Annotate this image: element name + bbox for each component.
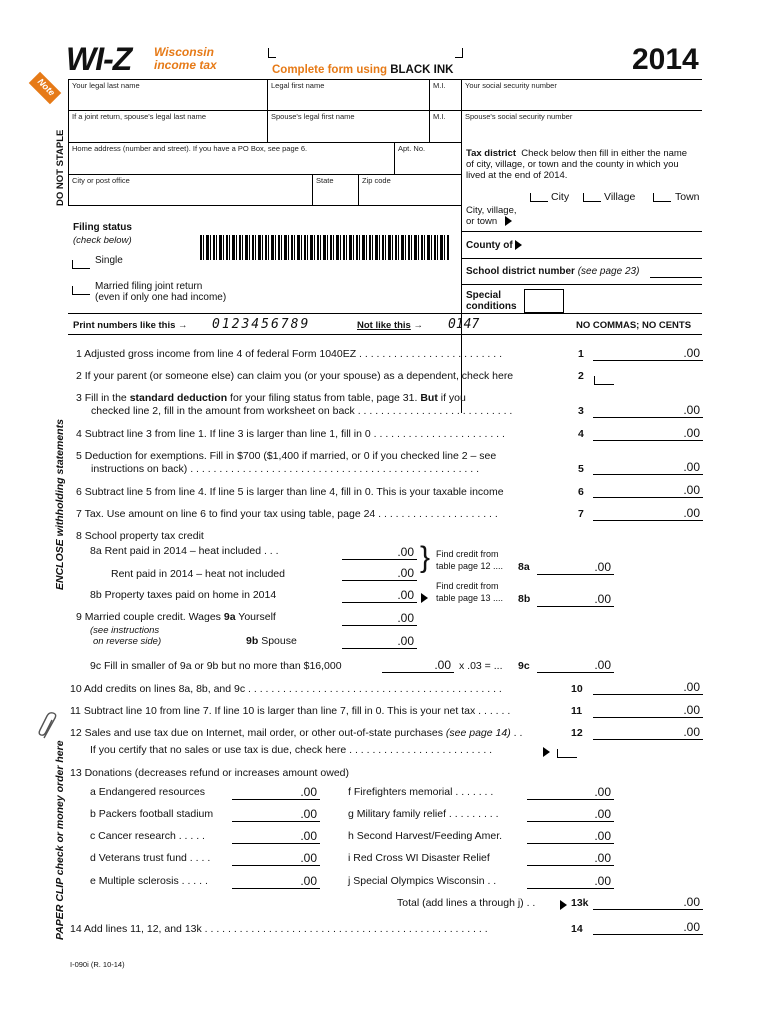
line-3-num: 3 <box>578 405 584 417</box>
tax-year: 2014 <box>632 43 699 76</box>
special-conditions-box[interactable] <box>524 289 564 313</box>
triangle-icon <box>560 900 567 910</box>
line-9-inst1: (see instructions <box>90 625 160 636</box>
brace-icon: } <box>420 541 431 574</box>
line-1-num: 1 <box>578 348 584 360</box>
line-1-amount[interactable]: .00 <box>593 346 703 361</box>
line-13k-amount[interactable]: .00 <box>593 895 703 910</box>
donation-j-label: j Special Olympics Wisconsin . . <box>348 875 497 887</box>
line-5-amount[interactable]: .00 <box>593 460 703 475</box>
line-10-num: 10 <box>571 683 583 695</box>
agency-line2: income tax <box>154 58 217 72</box>
tax-district-text2: of city, village, or town and the county in which you <box>466 159 679 170</box>
arrow-right-icon <box>515 240 522 250</box>
donation-b-amount[interactable]: .00 <box>232 807 320 822</box>
village-label: Village <box>604 191 636 203</box>
single-checkbox[interactable] <box>72 260 90 269</box>
ink-instruction: Complete form using BLACK INK <box>272 64 454 76</box>
donation-c-amount[interactable]: .00 <box>232 829 320 844</box>
line-8a-find2: table page 12 .... <box>436 561 504 571</box>
line-7-label: 7 Tax. Use amount on line 6 to find your tax using table, page 24 . . . . . . . . . . . . . . . . . . . . . <box>76 508 498 520</box>
spouse-mi-field[interactable]: M.I. <box>433 112 446 121</box>
paper-clip-icon <box>38 712 60 742</box>
triangle-icon <box>421 593 428 603</box>
form-code: I-090i (R. 10-14) <box>70 960 125 969</box>
donation-i-amount[interactable]: .00 <box>527 851 614 866</box>
donation-d-label: d Veterans trust fund . . . . <box>90 852 211 864</box>
married-label1: Married filing joint return <box>95 281 203 292</box>
line-2-checkbox[interactable] <box>594 376 614 385</box>
line-8b-credit-amount[interactable]: .00 <box>537 592 614 607</box>
line-9b-amount[interactable]: .00 <box>342 634 417 649</box>
filing-status-title: Filing status <box>73 222 132 233</box>
married-checkbox[interactable] <box>72 286 90 295</box>
line-7-num: 7 <box>578 508 584 520</box>
line-11-label: 11 Subtract line 10 from line 7. If line 10 is larger than line 7, fill in 0. This is your net tax . . . . . . <box>70 705 511 717</box>
state-field[interactable]: State <box>316 176 334 185</box>
line-3-label-a: 3 Fill in the standard deduction for your filing status from table, page 31. But if you <box>76 392 466 404</box>
note-tab-label: Note <box>35 76 57 98</box>
school-district-label: School district number (see page 23) <box>466 266 640 277</box>
line-11-num: 11 <box>571 705 583 717</box>
town-label: Town <box>675 191 700 203</box>
city-checkbox[interactable] <box>530 193 548 202</box>
line-4-label: 4 Subtract line 3 from line 1. If line 3 is larger than line 1, fill in 0 . . . . . . . . . . . . . . . . . . . . . . . <box>76 428 505 440</box>
first-name-field[interactable]: Legal first name <box>271 81 325 90</box>
line-14-amount[interactable]: .00 <box>593 920 703 935</box>
village-checkbox[interactable] <box>583 193 601 202</box>
line-6-num: 6 <box>578 486 584 498</box>
line-12-num: 12 <box>571 727 583 739</box>
cvt-label2: or town <box>466 216 512 227</box>
line-9a-amount[interactable]: .00 <box>342 611 417 626</box>
donation-f-amount[interactable]: .00 <box>527 785 614 800</box>
spouse-ssn-field[interactable]: Spouse's social security number <box>465 112 573 121</box>
county-divider <box>461 258 702 259</box>
line-9c-multiplier: x .03 = ... <box>459 660 503 672</box>
apt-field[interactable]: Apt. No. <box>398 144 426 153</box>
print-sample: 0123456789 <box>212 317 311 332</box>
home-address-field[interactable]: Home address (number and street). If you have a PO Box, see page 6. <box>72 144 308 153</box>
agency-line1: Wisconsin <box>154 45 214 59</box>
line-9c-label: 9c Fill in smaller of 9a or 9b but no more than $16,000 <box>90 660 342 672</box>
donation-c-label: c Cancer research . . . . . <box>90 830 205 842</box>
line-9c-base-amount[interactable]: .00 <box>382 658 454 673</box>
single-label: Single <box>95 255 123 266</box>
corner-mark-left <box>268 48 276 58</box>
line-8a-find1: Find credit from <box>436 549 499 559</box>
enclose-statements: ENCLOSE withholding statements <box>54 419 66 590</box>
line-9c-num: 9c <box>518 660 530 672</box>
ssn-field[interactable]: Your social security number <box>465 81 557 90</box>
line-11-amount[interactable]: .00 <box>593 703 703 718</box>
tax-district-text3: lived at the end of 2014. <box>466 170 568 181</box>
spouse-first-name-field[interactable]: Spouse's legal first name <box>271 112 355 121</box>
corner-mark-right <box>455 48 463 58</box>
not-like-label: Not like this → <box>357 320 423 331</box>
line-8a-credit-amount[interactable]: .00 <box>537 560 614 575</box>
line-3-label-b: checked line 2, fill in the amount from worksheet on back . . . . . . . . . . . . . . . . . . . . . . . . . . . <box>91 405 513 417</box>
line-8a2-label: Rent paid in 2014 – heat not included <box>111 568 285 580</box>
county-label: County of <box>466 240 522 252</box>
line-13k-num: 13k <box>571 897 589 909</box>
married-label2: (even if only one had income) <box>95 292 227 303</box>
line-10-label: 10 Add credits on lines 8a, 8b, and 9c . . . . . . . . . . . . . . . . . . . . . . . . . . . . . . . . . . . . . . . . . . . . <box>70 683 502 695</box>
city-field[interactable]: City or post office <box>72 176 130 185</box>
line-5-label-b: instructions on back) . . . . . . . . . . . . . . . . . . . . . . . . . . . . . . . . . . . . . . . . . . . . . . . . . . <box>91 463 480 475</box>
special-label2: conditions <box>466 301 517 312</box>
donation-j-amount[interactable]: .00 <box>527 874 614 889</box>
paper-clip-note: PAPER CLIP check or money order here <box>54 740 66 940</box>
line-9-label: 9 Married couple credit. Wages 9a Yourself <box>76 611 276 623</box>
line-8-label: 8 School property tax credit <box>76 530 204 542</box>
line-12b-label: If you certify that no sales or use tax is due, check here . . . . . . . . . . . . . . . . . . . . . . . . . <box>90 744 493 756</box>
donation-e-amount[interactable]: .00 <box>232 874 320 889</box>
line-9-inst2: on reverse side) <box>93 636 162 647</box>
line-10-amount[interactable]: .00 <box>593 680 703 695</box>
do-not-staple: DO NOT STAPLE <box>55 129 66 206</box>
donation-b-label: b Packers football stadium <box>90 808 214 820</box>
line-9c-amount[interactable]: .00 <box>537 658 614 673</box>
line-8a-num: 8a <box>518 561 530 573</box>
school-divider <box>461 284 702 285</box>
line-14-num: 14 <box>571 923 583 935</box>
donation-d-amount[interactable]: .00 <box>232 851 320 866</box>
line-13-label: 13 Donations (decreases refund or increases amount owed) <box>70 767 349 779</box>
line-8b-find1: Find credit from <box>436 581 499 591</box>
grid-row5 <box>68 205 461 206</box>
cvt-input[interactable] <box>510 207 702 229</box>
line-5-num: 5 <box>578 463 584 475</box>
line-3-amount[interactable]: .00 <box>593 403 703 418</box>
line-6-amount[interactable]: .00 <box>593 483 703 498</box>
arrow-right-icon <box>560 896 567 914</box>
line-12-no-tax-checkbox[interactable] <box>557 749 577 758</box>
donation-a-amount[interactable]: .00 <box>232 785 320 800</box>
last-name-field[interactable]: Your legal last name <box>72 81 140 90</box>
line-6-label: 6 Subtract line 5 from line 4. If line 5 is larger than line 4, fill in 0. This is your taxable income <box>76 486 504 498</box>
zip-field[interactable]: Zip code <box>362 176 391 185</box>
print-row-top <box>68 313 702 314</box>
town-checkbox[interactable] <box>653 193 671 202</box>
line-2-num: 2 <box>578 370 584 382</box>
cvt-divider <box>461 231 702 232</box>
special-label1: Special <box>466 290 502 301</box>
cvt-label1: City, village, <box>466 205 517 216</box>
line-12-amount[interactable]: .00 <box>593 725 703 740</box>
county-input[interactable] <box>535 234 702 256</box>
line-12-label: 12 Sales and use tax due on Internet, mail order, or other out-of-state purchases (see page 14) . . <box>70 727 523 739</box>
tax-district-text: Tax district Check below then fill in either the name <box>466 148 688 159</box>
line-4-amount[interactable]: .00 <box>593 426 703 441</box>
line-8a-heat-included-amount[interactable]: .00 <box>342 545 417 560</box>
donation-f-label: f Firefighters memorial . . . . . . . <box>348 786 494 798</box>
no-commas-label: NO COMMAS; NO CENTS <box>576 320 692 331</box>
line-8a-label: 8a Rent paid in 2014 – heat included . . . <box>90 545 279 557</box>
line-7-amount[interactable]: .00 <box>593 506 703 521</box>
city-label: City <box>551 191 570 203</box>
school-district-input[interactable] <box>650 266 702 278</box>
donation-g-amount[interactable]: .00 <box>527 807 614 822</box>
arrow-right-icon <box>543 743 550 761</box>
spouse-last-name-field[interactable]: If a joint return, spouse's legal last name <box>72 112 207 121</box>
line-5-label-a: 5 Deduction for exemptions. Fill in $700 ($1,400 if married, or 0 if you checked line 2 – see <box>76 450 497 462</box>
form-id: WI-Z <box>66 41 132 77</box>
line-8b-property-tax-amount[interactable]: .00 <box>342 588 417 603</box>
line-4-num: 4 <box>578 428 584 440</box>
donation-h-amount[interactable]: .00 <box>527 829 614 844</box>
line-8b-label: 8b Property taxes paid on home in 2014 <box>90 589 277 601</box>
line-1-label: 1 Adjusted gross income from line 4 of federal Form 1040EZ . . . . . . . . . . . . . . . . . . . . . . . . . <box>76 348 502 360</box>
line-2-label: 2 If your parent (or someone else) can claim you (or your spouse) as a dependent, check here <box>76 370 514 382</box>
line-8a-heat-not-included-amount[interactable]: .00 <box>342 566 417 581</box>
mi-field[interactable]: M.I. <box>433 81 446 90</box>
donation-a-label: a Endangered resources <box>90 786 205 798</box>
print-like-label: Print numbers like this → <box>73 320 188 331</box>
line-8b-num: 8b <box>518 593 531 605</box>
donation-h-label: h Second Harvest/Feeding Amer. <box>348 830 503 842</box>
donation-g-label: g Military family relief . . . . . . . . . <box>348 808 499 820</box>
total-13-label: Total (add lines a through j) . . <box>397 897 536 909</box>
line-9b-label: 9b Spouse <box>246 635 297 647</box>
donation-e-label: e Multiple sclerosis . . . . . <box>90 875 208 887</box>
filing-status-sub: (check below) <box>73 235 132 246</box>
barcode <box>200 235 450 260</box>
line-8b-find2: table page 13 .... <box>436 593 504 603</box>
print-row-bottom <box>68 334 702 335</box>
bad-sample: 0147 <box>448 317 480 332</box>
line-14-label: 14 Add lines 11, 12, and 13k . . . . . . . . . . . . . . . . . . . . . . . . . . . . . . . . . . . . . . . . . . . . . . . . . <box>70 923 488 935</box>
arrow-right-icon <box>421 589 428 607</box>
triangle-icon <box>543 747 550 757</box>
donation-i-label: i Red Cross WI Disaster Relief <box>348 852 490 864</box>
